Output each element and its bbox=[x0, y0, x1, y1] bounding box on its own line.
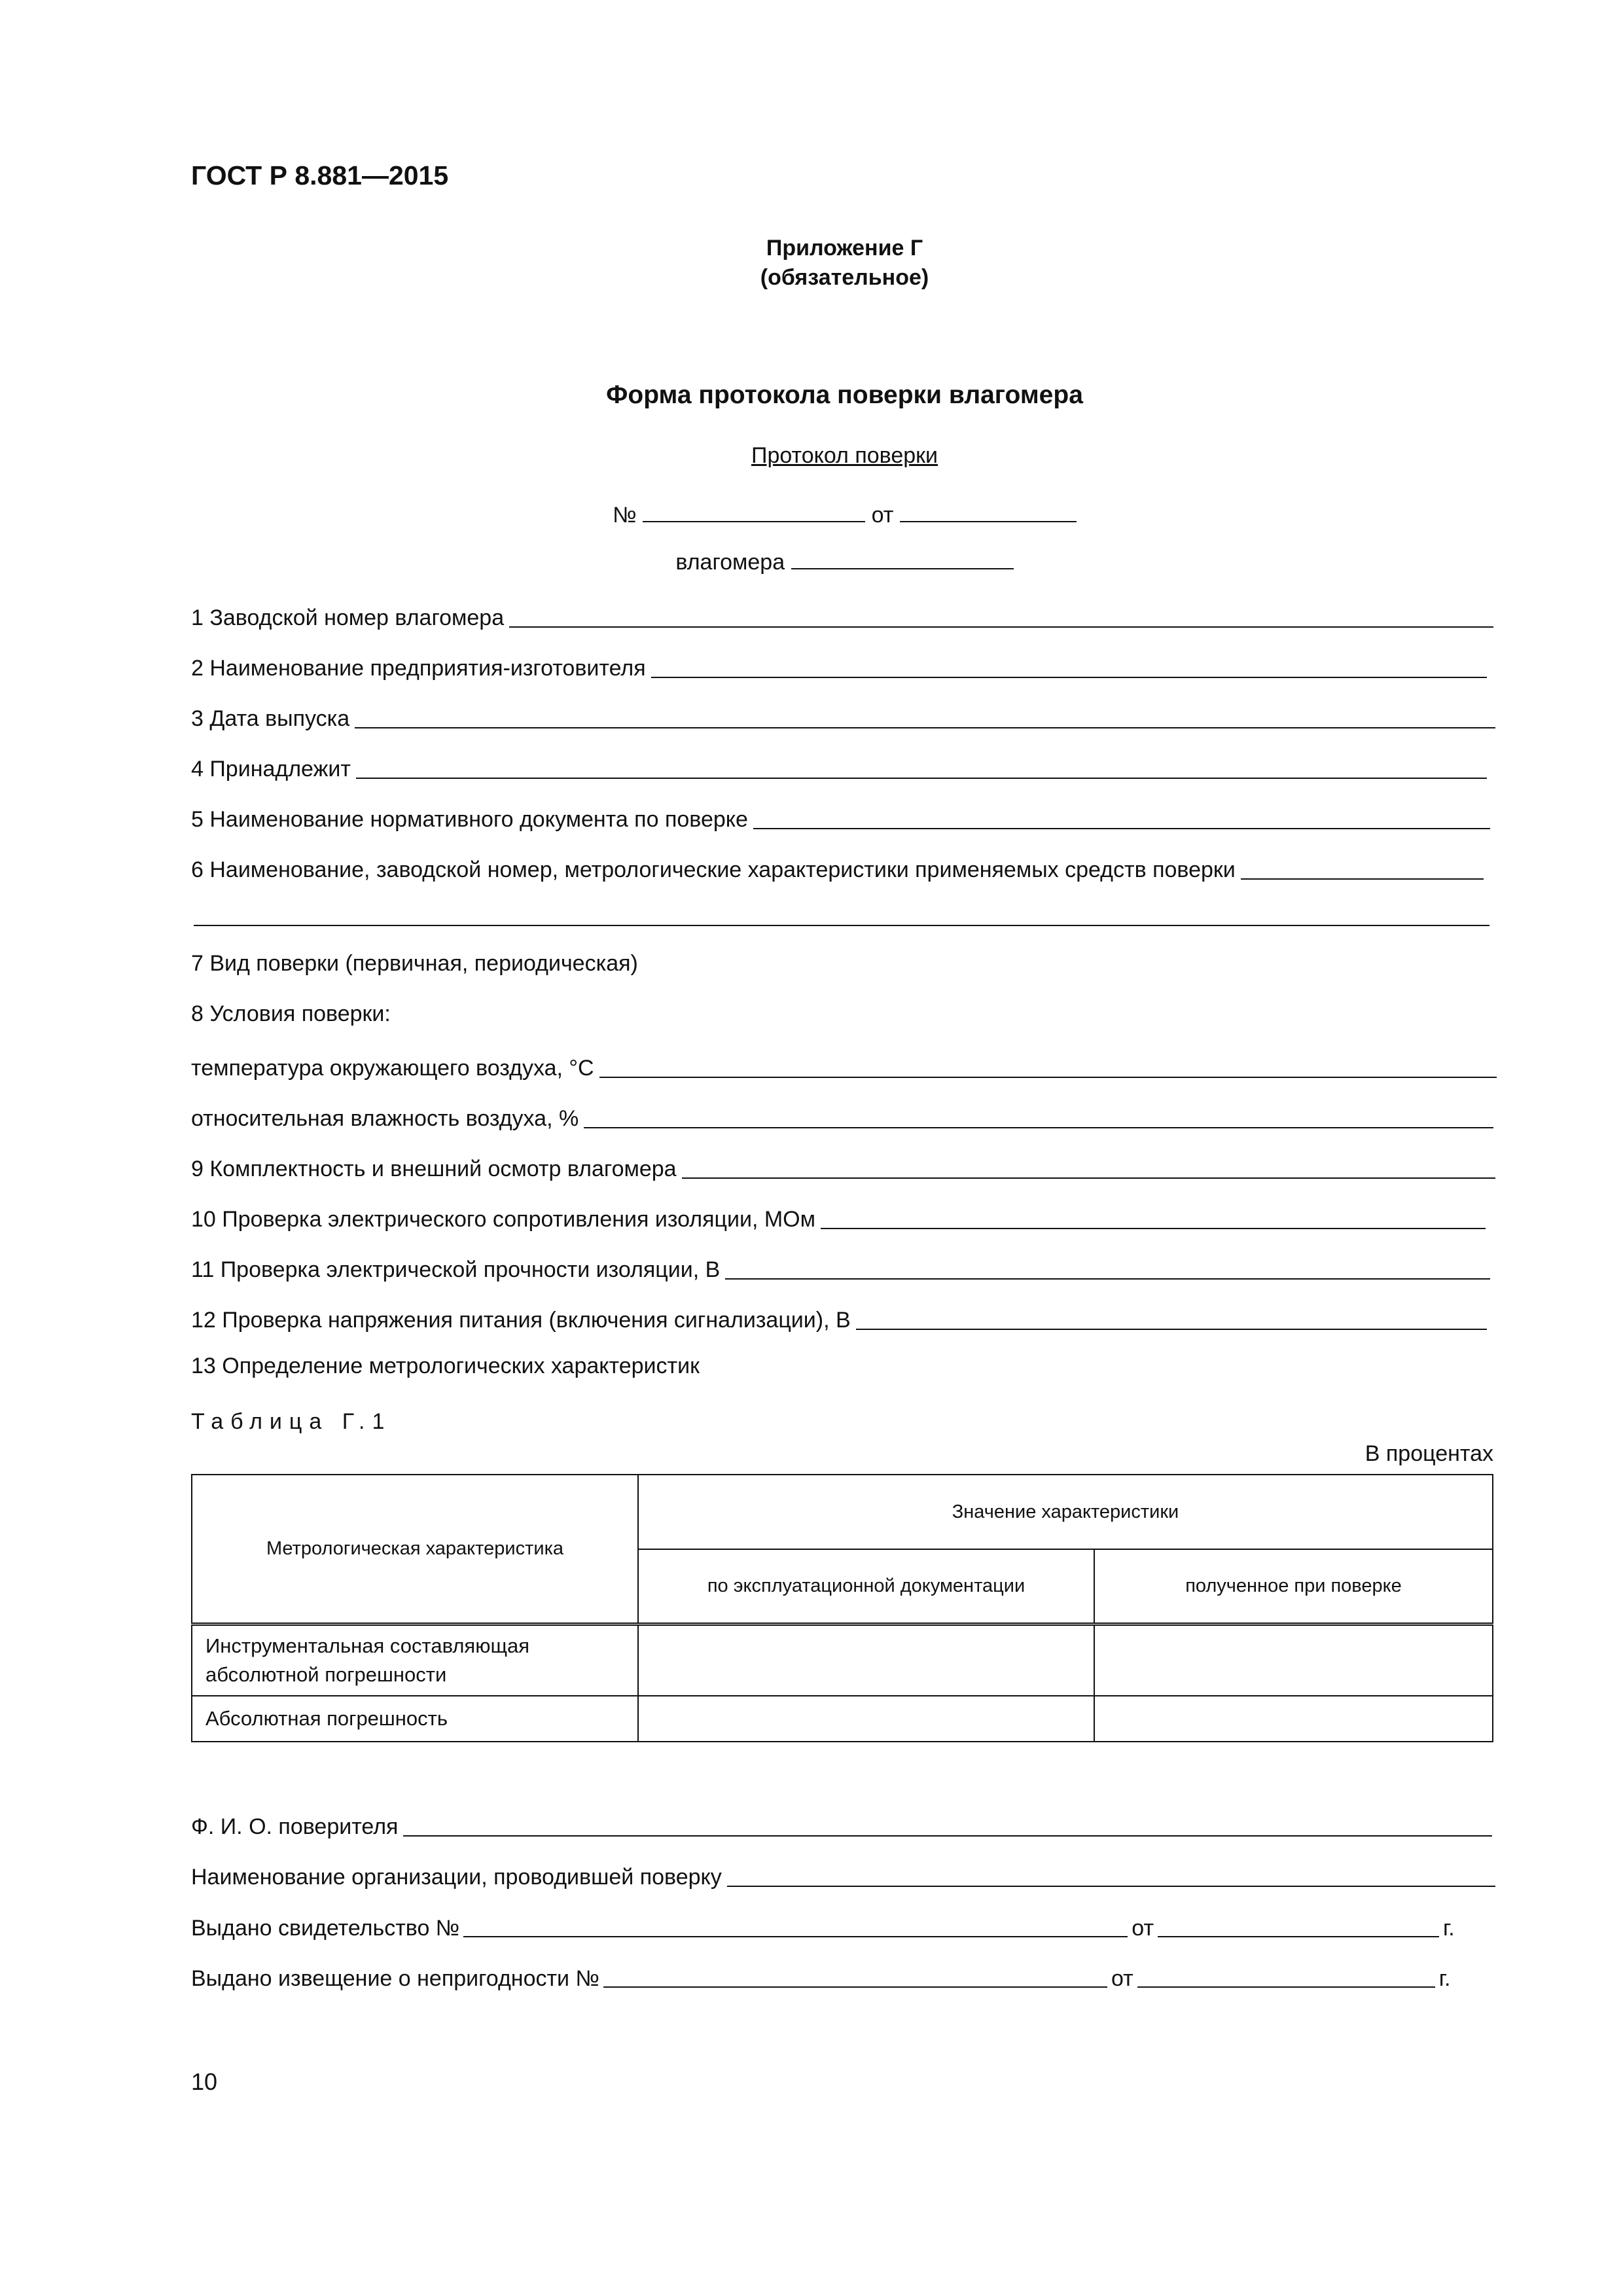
field-verification-means[interactable]: 6 Наименование, заводской номер, метрологические характеристики применяемых средств поверки bbox=[191, 856, 1484, 884]
certificate-date-line[interactable] bbox=[1158, 1935, 1439, 1937]
field-insulation-strength[interactable]: 11 Проверка электрической прочности изоляции, В bbox=[191, 1256, 1490, 1283]
from-label: от bbox=[871, 503, 894, 528]
field-normative-document[interactable]: 5 Наименование нормативного документа по поверке bbox=[191, 806, 1490, 833]
field-verifier-name[interactable]: Ф. И. О. поверителя bbox=[191, 1813, 1492, 1840]
table-row bbox=[192, 1624, 1493, 1696]
unfit-notice-label: Выдано извещение о непригодности № bbox=[191, 1966, 599, 1991]
unfit-notice-from-label: от bbox=[1111, 1966, 1133, 1991]
field-supply-voltage[interactable]: 12 Проверка напряжения питания (включения сигнализации), В bbox=[191, 1306, 1487, 1334]
page-number: 10 bbox=[191, 2068, 218, 2095]
unfit-notice-date-line[interactable] bbox=[1137, 1986, 1435, 1988]
field-relative-humidity[interactable]: относительная влажность воздуха, % bbox=[191, 1105, 1493, 1132]
table-unit: В процентах bbox=[1364, 1441, 1493, 1466]
field-verification-means-continuation[interactable] bbox=[194, 925, 1489, 926]
device-input-line[interactable] bbox=[791, 548, 1014, 569]
table-row bbox=[192, 1696, 1493, 1742]
certificate-year-label: г. bbox=[1443, 1916, 1455, 1941]
unfit-notice-row bbox=[191, 1964, 1450, 1992]
unfit-notice-year-label: г. bbox=[1438, 1966, 1451, 1991]
device-label: влагомера bbox=[675, 550, 785, 575]
field-owner[interactable]: 4 Принадлежит bbox=[191, 755, 1487, 783]
table-cell-documentation[interactable] bbox=[638, 1624, 1094, 1696]
field-insulation-resistance[interactable]: 10 Проверка электрического сопротивления изоляции, МОм bbox=[191, 1206, 1486, 1233]
table-caption: Таблица Г.1 bbox=[191, 1409, 392, 1434]
device-row bbox=[0, 548, 1623, 575]
certificate-row bbox=[191, 1914, 1455, 1941]
certificate-from-label: от bbox=[1132, 1916, 1154, 1941]
field-manufacturer[interactable]: 2 Наименование предприятия-изготовителя bbox=[191, 655, 1487, 682]
table-cell-obtained[interactable] bbox=[1094, 1696, 1493, 1742]
page-title: Форма протокола поверки влагомера bbox=[606, 381, 1083, 409]
number-label: № bbox=[613, 503, 637, 528]
protocol-number-row bbox=[0, 501, 1623, 528]
field-serial-number[interactable]: 1 Заводской номер влагомера bbox=[191, 604, 1493, 632]
table-header-documentation: по эксплуатационной документации bbox=[638, 1549, 1094, 1624]
certificate-number-line[interactable] bbox=[463, 1935, 1128, 1937]
table-row-label: Абсолютная погрешность bbox=[192, 1696, 638, 1742]
date-input-line[interactable] bbox=[900, 501, 1077, 522]
standard-designation: ГОСТ Р 8.881—2015 bbox=[191, 160, 449, 190]
field-release-date[interactable]: 3 Дата выпуска bbox=[191, 705, 1495, 732]
table-cell-obtained[interactable] bbox=[1094, 1624, 1493, 1696]
table-header-value: Значение характеристики bbox=[638, 1475, 1493, 1549]
certificate-label: Выдано свидетельство № bbox=[191, 1916, 460, 1941]
appendix-label: Приложение Г bbox=[766, 236, 923, 260]
field-completeness-inspection[interactable]: 9 Комплектность и внешний осмотр влагомера bbox=[191, 1155, 1495, 1183]
number-input-line[interactable] bbox=[643, 501, 865, 522]
table-header-characteristic: Метрологическая характеристика bbox=[192, 1475, 638, 1624]
table-header-obtained: полученное при поверке bbox=[1094, 1549, 1493, 1624]
table-row-label: Инструментальная составляющая абсолютной погрешности bbox=[192, 1624, 638, 1696]
metrology-table bbox=[191, 1474, 1493, 1742]
table-cell-documentation[interactable] bbox=[638, 1696, 1094, 1742]
appendix-note: (обязательное) bbox=[760, 265, 929, 290]
protocol-heading: Протокол поверки bbox=[751, 443, 938, 468]
field-verification-type: 7 Вид поверки (первичная, периодическая) bbox=[191, 951, 638, 976]
metrology-heading: 13 Определение метрологических характеристик bbox=[191, 1354, 700, 1378]
verification-conditions-heading: 8 Условия поверки: bbox=[191, 1001, 391, 1026]
unfit-notice-number-line[interactable] bbox=[603, 1986, 1107, 1988]
field-ambient-temperature[interactable]: температура окружающего воздуха, °C bbox=[191, 1054, 1497, 1082]
field-verification-organization[interactable]: Наименование организации, проводившей поверку bbox=[191, 1863, 1495, 1891]
